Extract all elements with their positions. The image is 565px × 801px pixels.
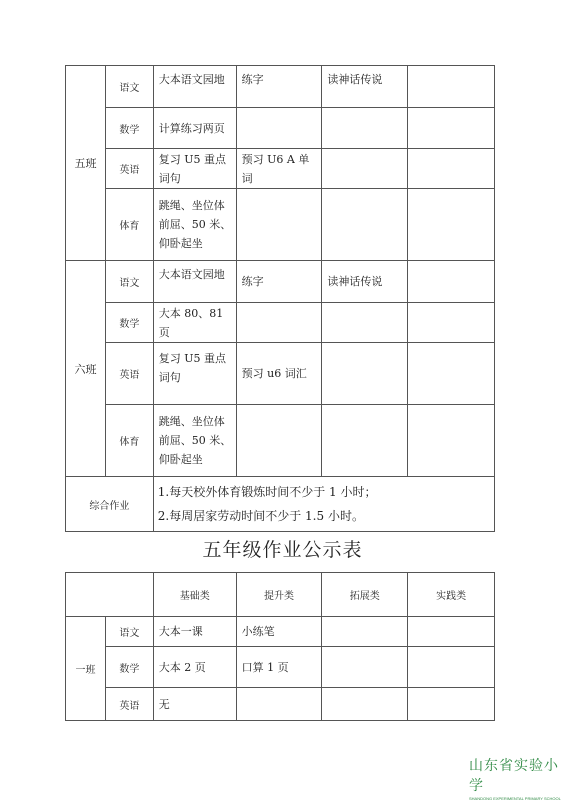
practice-homework-cell	[408, 647, 495, 688]
basic-homework-cell: 复习 U5 重点词句	[153, 343, 236, 405]
school-logo-english: SHANDONG EXPERIMENTAL PRIMARY SCHOOL	[469, 796, 561, 801]
basic-homework-cell: 跳绳、坐位体前屈、50 米、仰卧起坐	[153, 405, 236, 477]
class-name-cell: 一班	[66, 617, 106, 721]
practice-homework-cell	[408, 66, 495, 108]
advanced-homework-cell	[236, 303, 322, 343]
extended-homework-cell	[322, 149, 408, 189]
practice-homework-cell	[408, 303, 495, 343]
advanced-homework-cell: 预习 U6 A 单词	[236, 149, 322, 189]
summary-content	[153, 477, 494, 532]
homework-table-upper	[65, 65, 495, 532]
header-advanced: 提升类	[236, 573, 322, 617]
header-basic: 基础类	[153, 573, 236, 617]
school-logo-name: 山东省实验小学	[469, 758, 559, 794]
class-name-cell: 五班	[66, 66, 106, 261]
advanced-homework-cell	[236, 108, 322, 149]
extended-homework-cell	[322, 108, 408, 149]
extended-homework-cell	[322, 647, 408, 688]
header-practice: 实践类	[408, 573, 495, 617]
advanced-homework-cell: 口算 1 页	[236, 647, 322, 688]
subject-cell: 数学	[105, 303, 153, 343]
practice-homework-cell	[408, 189, 495, 261]
homework-table-lower	[65, 572, 495, 721]
extended-homework-cell	[322, 189, 408, 261]
header-row	[66, 573, 495, 617]
basic-homework-cell: 复习 U5 重点词句	[153, 149, 236, 189]
table-row	[66, 261, 495, 303]
extended-homework-cell	[322, 303, 408, 343]
practice-homework-cell	[408, 688, 495, 721]
practice-homework-cell	[408, 149, 495, 189]
subject-cell: 英语	[105, 688, 153, 721]
table-row	[66, 343, 495, 405]
advanced-homework-cell: 预习 u6 词汇	[236, 343, 322, 405]
basic-homework-cell: 大本 2 页	[153, 647, 236, 688]
subject-cell: 英语	[105, 149, 153, 189]
subject-cell: 体育	[105, 189, 153, 261]
basic-homework-cell: 大本语文园地	[153, 66, 236, 108]
subject-cell: 数学	[105, 108, 153, 149]
basic-homework-cell: 大本语文园地	[153, 261, 236, 303]
extended-homework-cell	[322, 405, 408, 477]
extended-homework-cell	[322, 688, 408, 721]
practice-homework-cell	[408, 343, 495, 405]
class-name-cell: 六班	[66, 261, 106, 477]
basic-homework-cell: 计算练习两页	[153, 108, 236, 149]
practice-homework-cell	[408, 405, 495, 477]
advanced-homework-cell	[236, 405, 322, 477]
subject-cell: 语文	[105, 617, 153, 647]
table-row	[66, 617, 495, 647]
table-row	[66, 66, 495, 108]
summary-row	[66, 477, 495, 532]
basic-homework-cell: 无	[153, 688, 236, 721]
advanced-homework-cell: 小练笔	[236, 617, 322, 647]
subject-cell: 语文	[105, 66, 153, 108]
extended-homework-cell	[322, 343, 408, 405]
table-row	[66, 149, 495, 189]
table-row	[66, 647, 495, 688]
subject-cell: 语文	[105, 261, 153, 303]
advanced-homework-cell: 练字	[236, 261, 322, 303]
practice-homework-cell	[408, 108, 495, 149]
basic-homework-cell: 大本一课	[153, 617, 236, 647]
practice-homework-cell	[408, 617, 495, 647]
subject-cell: 体育	[105, 405, 153, 477]
header-extended: 拓展类	[322, 573, 408, 617]
advanced-homework-cell	[236, 189, 322, 261]
header-cell	[66, 573, 154, 617]
advanced-homework-cell: 练字	[236, 66, 322, 108]
table-row	[66, 405, 495, 477]
subject-cell: 数学	[105, 647, 153, 688]
extended-homework-cell	[322, 617, 408, 647]
subject-cell: 英语	[105, 343, 153, 405]
table-row	[66, 108, 495, 149]
practice-homework-cell	[408, 261, 495, 303]
basic-homework-cell: 大本 80、81 页	[153, 303, 236, 343]
page-title: 五年级作业公示表	[202, 539, 363, 561]
school-logo	[469, 755, 565, 801]
summary-line: 1.每天校外体育锻炼时间不少于 1 小时；	[157, 485, 377, 499]
advanced-homework-cell	[236, 688, 322, 721]
extended-homework-cell: 读神话传说	[322, 261, 408, 303]
table-row	[66, 688, 495, 721]
basic-homework-cell: 跳绳、坐位体前屈、50 米、仰卧起坐	[153, 189, 236, 261]
table-row	[66, 303, 495, 343]
table-row	[66, 189, 495, 261]
summary-label: 综合作业	[66, 477, 154, 532]
extended-homework-cell: 读神话传说	[322, 66, 408, 108]
summary-line: 2.每周居家劳动时间不少于 1.5 小时。	[157, 509, 364, 523]
